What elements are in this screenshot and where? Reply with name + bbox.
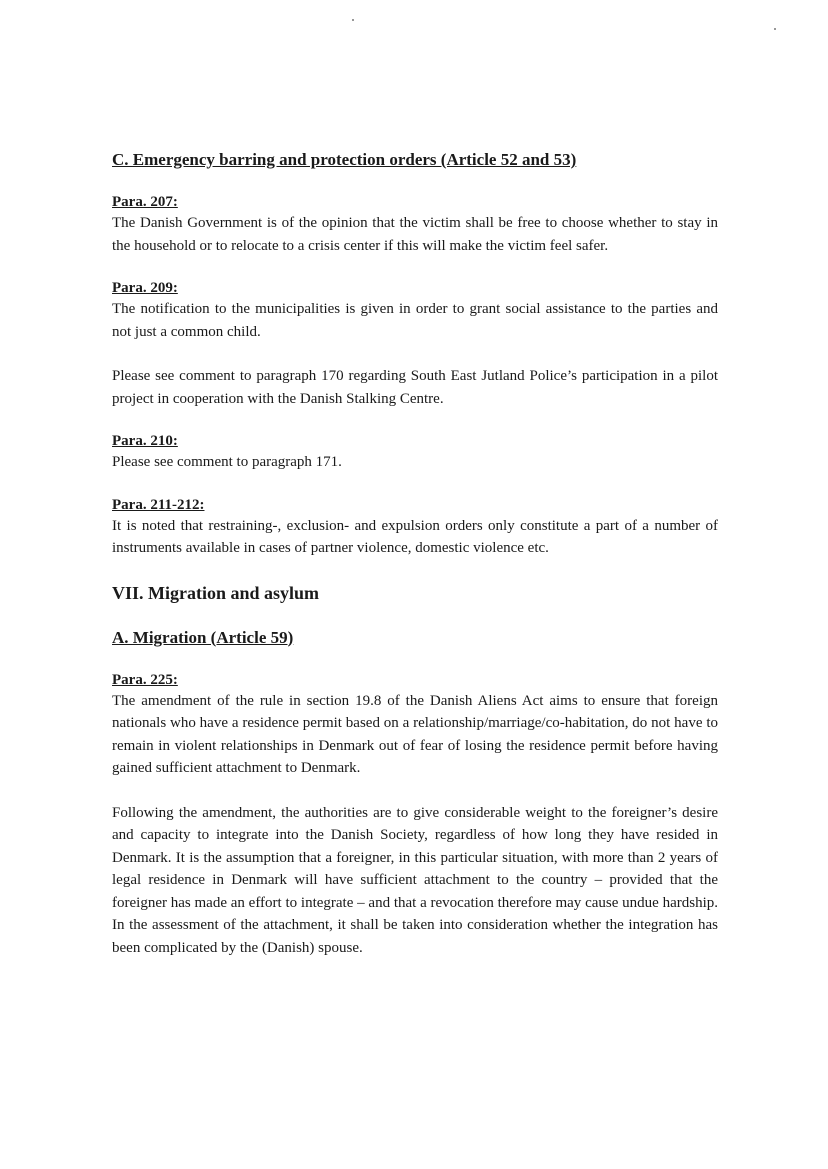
- para-209-text: The notification to the municipalities is given in order to grant social assistance to the parties and not just a common child.: [112, 301, 718, 340]
- para-225-block: [112, 670, 718, 960]
- para-209-text-2: Please see comment to paragraph 170 regarding South East Jutland Police’s participation in a pilot project in cooperation with the Danish Stalking Centre.: [112, 368, 718, 407]
- scan-speck: [352, 19, 354, 21]
- para-207-block: [112, 192, 718, 257]
- para-210-label: Para. 210:: [112, 433, 178, 449]
- chapter-vii-heading: VII. Migration and asylum: [112, 582, 320, 603]
- document-body: [112, 148, 718, 980]
- para-207-text: The Danish Government is of the opinion that the victim shall be free to choose whether to stay in the household or to relocate to a crisis center if this will make the victim feel safer.: [112, 215, 718, 254]
- para-209-block: [112, 278, 718, 410]
- para-225-text: The amendment of the rule in section 19.8 of the Danish Aliens Act aims to ensure that foreign nationals who have a residence permit based on a relationship/marriage/co-habitation, do not have to remain in violent relationships in Denmark out of fear of losing the residence permit before having gained sufficient attachment to Denmark.: [112, 692, 718, 776]
- para-210-text: Please see comment to paragraph 171.: [112, 454, 342, 470]
- para-225-text-2: Following the amendment, the authorities are to give considerable weight to the foreigner’s desire and capacity to integrate into the Danish Society, regardless of how long they have resided in Denmark. It is the assumption that a foreigner, in this particular situation, with more than 2 years of legal residence in Denmark will have sufficient attachment to the country – provided that the foreigner has made an effort to integrate – and that a revocation therefore may cause undue hardship. In the assessment of the attachment, it shall be taken into consideration whether the integration has been complicated by the (Danish) spouse.: [112, 804, 718, 956]
- para-207-label: Para. 207:: [112, 194, 178, 210]
- para-210-block: [112, 431, 718, 474]
- para-211-212-text: It is noted that restraining-, exclusion- and expulsion orders only constitute a part of a number of instruments available in cases of partner violence, domestic violence etc.: [112, 517, 718, 556]
- section-c-heading: C. Emergency barring and protection orders (Article 52 and 53): [112, 150, 577, 169]
- scan-speck: [774, 28, 776, 30]
- para-211-212-block: [112, 495, 718, 560]
- para-209-label: Para. 209:: [112, 280, 178, 296]
- para-225-label: Para. 225:: [112, 671, 178, 688]
- para-211-212-label: Para. 211-212:: [112, 496, 205, 513]
- section-a-heading: A. Migration (Article 59): [112, 627, 294, 647]
